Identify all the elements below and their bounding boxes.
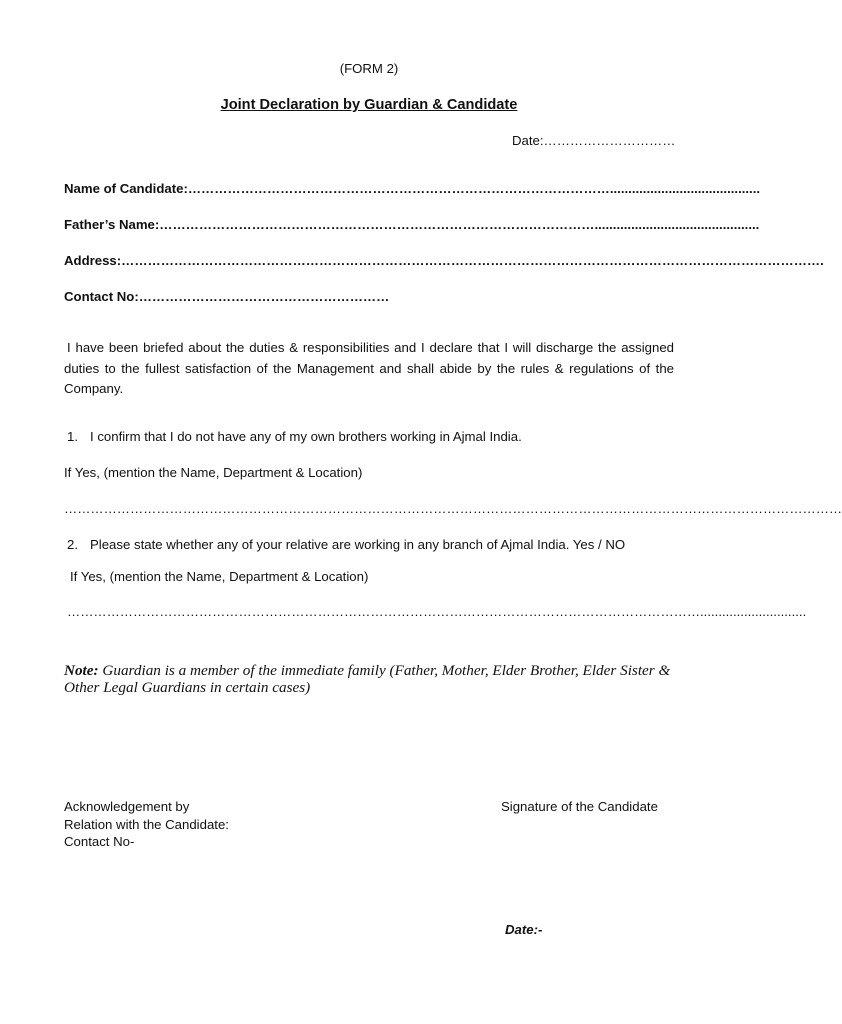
blank-line-1: …………………………………………………………………………………………………………………………………………………………… bbox=[64, 501, 842, 516]
list-item-1 bbox=[67, 429, 522, 444]
list-item-text: I confirm that I do not have any of my own brothers working in Ajmal India. bbox=[90, 429, 522, 444]
note-text: Guardian is a member of the immediate family (Father, Mother, Elder Brother, Elder Sister & Other Legal Guardians in certain cases) bbox=[64, 662, 671, 696]
candidate-name-field: Name of Candidate:……………………………………………………………………………………......................................... bbox=[64, 181, 761, 196]
list-item-number: 1. bbox=[67, 429, 78, 444]
candidate-signature-label: Signature of the Candidate bbox=[501, 799, 658, 814]
guardian-contact-label: Contact No- bbox=[64, 834, 135, 849]
if-yes-instruction-2: If Yes, (mention the Name, Department & Location) bbox=[70, 569, 369, 584]
father-name-field: Father’s Name:………………………………………………………………………………………............................................. bbox=[64, 217, 760, 232]
list-item-number: 2. bbox=[67, 537, 78, 552]
form-number: (FORM 2) bbox=[339, 61, 399, 76]
address-field: Address:……………………………………………………………………………………………………………………………………………. bbox=[64, 253, 824, 268]
guardian-note bbox=[64, 662, 684, 696]
if-yes-instruction-1: If Yes, (mention the Name, Department & Location) bbox=[64, 465, 363, 480]
bottom-date-label: Date:- bbox=[505, 922, 543, 937]
date-field: Date:………………………… bbox=[512, 133, 676, 148]
declaration-paragraph: I have been briefed about the duties & responsibilities and I declare that I will discharge the assigned duties to the fullest satisfaction of the Management and shall abide by the rules & regulations of the Company. bbox=[64, 340, 674, 396]
title-text: Joint Declaration by Guardian & Candidate bbox=[220, 97, 518, 113]
page-title bbox=[0, 97, 738, 113]
contact-no-field: Contact No:………………………………………………… bbox=[64, 289, 390, 304]
list-item-text: Please state whether any of your relative are working in any branch of Ajmal India. Yes / NO bbox=[90, 537, 626, 552]
note-label: Note: bbox=[64, 662, 99, 679]
acknowledgement-label: Acknowledgement by bbox=[64, 799, 190, 814]
list-item-2 bbox=[67, 537, 625, 552]
blank-line-2: ………………………………………………………………………………………………………………………………............................. bbox=[67, 604, 807, 619]
relation-label: Relation with the Candidate: bbox=[64, 817, 229, 832]
